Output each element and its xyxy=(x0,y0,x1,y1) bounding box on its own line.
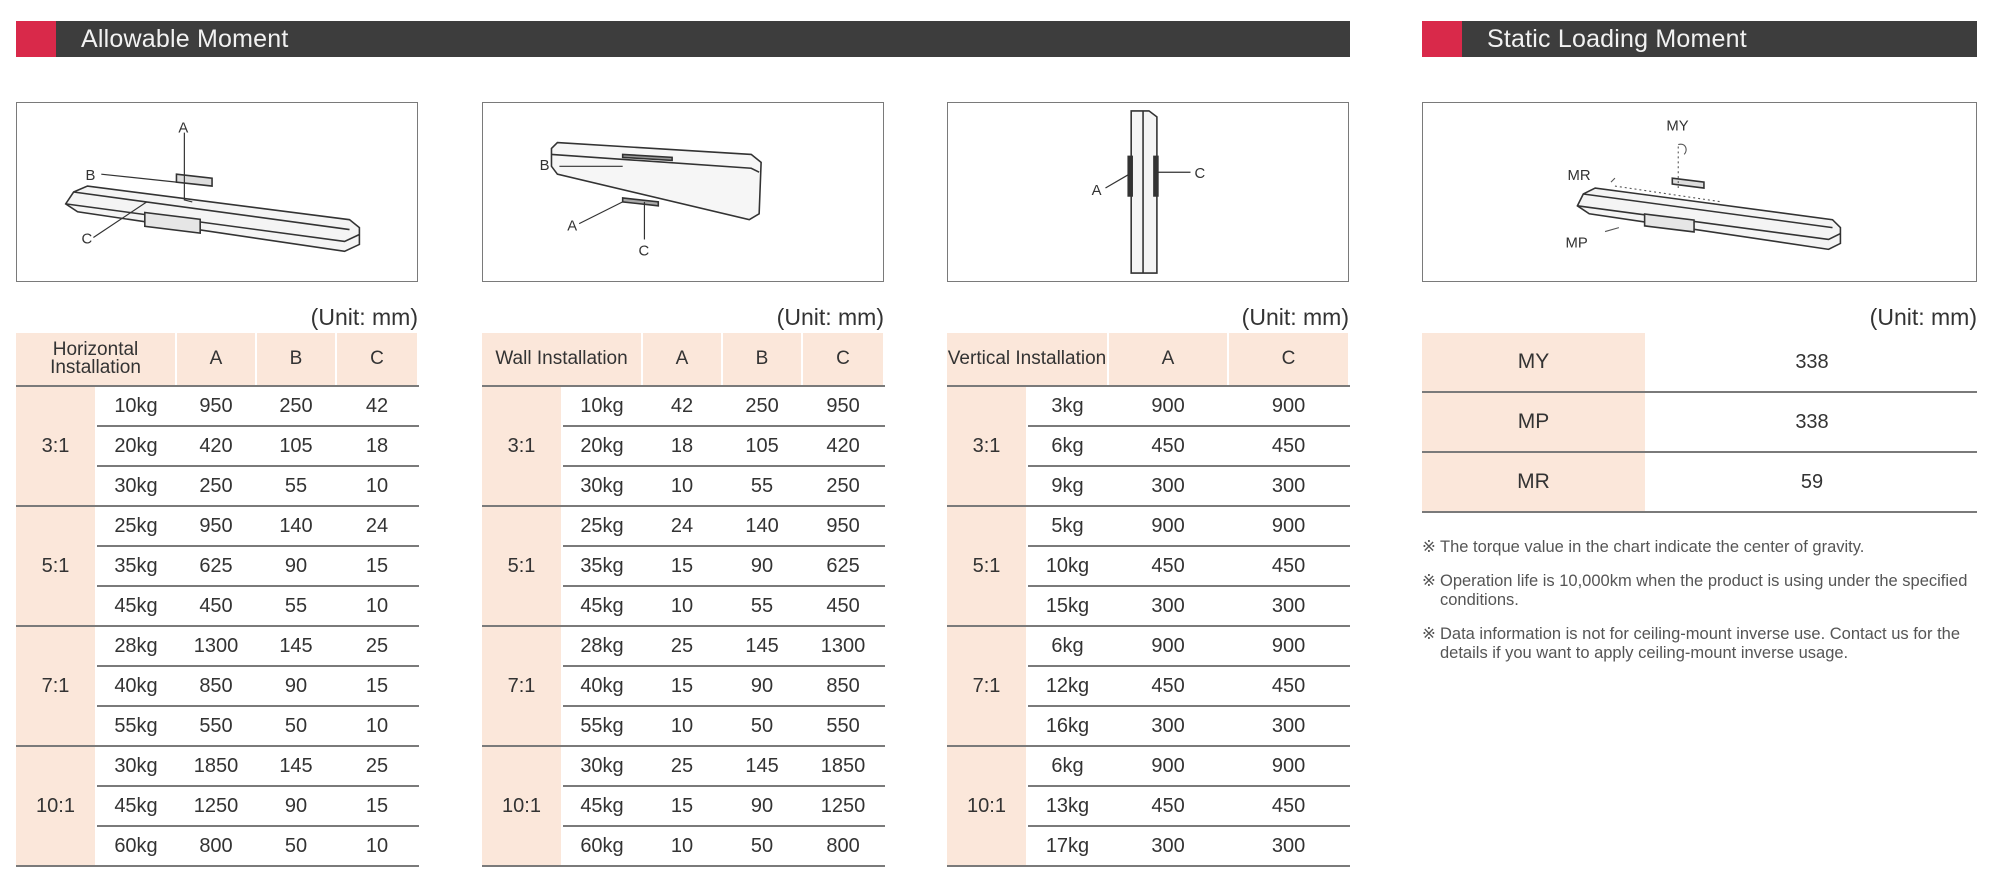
table-row xyxy=(16,746,418,786)
moment-cell: 800 xyxy=(802,826,884,866)
horizontal-installation-diagram xyxy=(16,102,418,282)
header-accent xyxy=(16,21,56,57)
column-header-b: B xyxy=(256,333,336,386)
load-cell: 16kg xyxy=(1027,706,1108,746)
vertical-unit-label: (Unit: mm) xyxy=(1241,304,1349,330)
label-mr: MR xyxy=(1567,168,1591,185)
moment-cell: 900 xyxy=(1228,386,1349,426)
moment-cell: 450 xyxy=(802,586,884,626)
table-row xyxy=(482,386,884,426)
moment-cell: 25 xyxy=(642,746,722,786)
moment-cell: 55 xyxy=(256,466,336,506)
moment-cell: 90 xyxy=(722,666,802,706)
moment-cell: 50 xyxy=(722,706,802,746)
moment-cell: 10 xyxy=(642,586,722,626)
load-cell: 45kg xyxy=(96,586,176,626)
ratio-cell: 5:1 xyxy=(947,506,1027,626)
moment-cell: 900 xyxy=(1108,506,1228,546)
table-row xyxy=(947,626,1349,666)
moment-cell: 300 xyxy=(1228,586,1349,626)
static-row-mp xyxy=(1422,392,1977,452)
moment-cell: 18 xyxy=(642,426,722,466)
load-cell: 28kg xyxy=(562,626,642,666)
load-cell: 30kg xyxy=(96,466,176,506)
moment-cell: 450 xyxy=(1108,546,1228,586)
moment-key: MY xyxy=(1422,333,1646,392)
moment-cell: 450 xyxy=(1228,666,1349,706)
moment-cell: 90 xyxy=(722,546,802,586)
moment-cell: 1300 xyxy=(802,626,884,666)
note-mark: ※ xyxy=(1422,572,1436,590)
table-row xyxy=(482,506,884,546)
moment-cell: 450 xyxy=(1108,786,1228,826)
load-cell: 15kg xyxy=(1027,586,1108,626)
moment-cell: 25 xyxy=(642,626,722,666)
vertical-installation-diagram xyxy=(947,102,1349,282)
load-cell: 45kg xyxy=(96,786,176,826)
moment-cell: 450 xyxy=(1108,426,1228,466)
moment-cell: 800 xyxy=(176,826,256,866)
load-cell: 20kg xyxy=(562,426,642,466)
column-header-b: B xyxy=(722,333,802,386)
horizontal-installation-table xyxy=(16,333,419,867)
moment-cell: 625 xyxy=(802,546,884,586)
load-cell: 6kg xyxy=(1027,626,1108,666)
table-row xyxy=(16,386,418,426)
label-c: C xyxy=(81,231,93,248)
load-cell: 30kg xyxy=(562,466,642,506)
allowable-moment-header xyxy=(16,21,1350,57)
moment-cell: 450 xyxy=(1228,546,1349,586)
label-mp: MP xyxy=(1565,235,1588,252)
moment-cell: 10 xyxy=(336,826,418,866)
moment-cell: 42 xyxy=(642,386,722,426)
moment-cell: 15 xyxy=(336,786,418,826)
moment-cell: 250 xyxy=(176,466,256,506)
table-header-row xyxy=(482,333,884,386)
moment-cell: 300 xyxy=(1228,466,1349,506)
vertical-installation-table xyxy=(947,333,1350,867)
ratio-cell: 10:1 xyxy=(947,746,1027,866)
moment-cell: 550 xyxy=(802,706,884,746)
note-text: The torque value in the chart indicate the center of gravity. xyxy=(1440,538,1865,556)
installation-header: Wall Installation xyxy=(482,333,642,386)
moment-cell: 900 xyxy=(1228,506,1349,546)
moment-cell: 15 xyxy=(336,666,418,706)
moment-cell: 300 xyxy=(1228,706,1349,746)
moment-cell: 55 xyxy=(722,466,802,506)
ratio-cell: 7:1 xyxy=(482,626,562,746)
moment-cell: 90 xyxy=(722,786,802,826)
moment-cell: 625 xyxy=(176,546,256,586)
load-cell: 3kg xyxy=(1027,386,1108,426)
moment-cell: 300 xyxy=(1108,466,1228,506)
load-cell: 30kg xyxy=(96,746,176,786)
static-unit-label: (Unit: mm) xyxy=(1869,304,1977,330)
note-mark: ※ xyxy=(1422,538,1436,556)
moment-cell: 140 xyxy=(722,506,802,546)
load-cell: 55kg xyxy=(562,706,642,746)
label-a: A xyxy=(1091,182,1102,199)
moment-cell: 450 xyxy=(1108,666,1228,706)
moment-cell: 10 xyxy=(336,586,418,626)
moment-value: 338 xyxy=(1646,392,1977,452)
moment-cell: 55 xyxy=(256,586,336,626)
load-cell: 13kg xyxy=(1027,786,1108,826)
moment-cell: 90 xyxy=(256,546,336,586)
moment-cell: 24 xyxy=(336,506,418,546)
moment-cell: 850 xyxy=(176,666,256,706)
table-row xyxy=(16,626,418,666)
note-item xyxy=(1422,625,1982,663)
column-header-a: A xyxy=(642,333,722,386)
table-row xyxy=(482,746,884,786)
moment-cell: 15 xyxy=(642,786,722,826)
table-row xyxy=(947,506,1349,546)
ratio-cell: 10:1 xyxy=(16,746,96,866)
note-text: Operation life is 10,000km when the product is using under the specified conditions. xyxy=(1440,572,1968,609)
table-row xyxy=(947,386,1349,426)
load-cell: 28kg xyxy=(96,626,176,666)
table-row xyxy=(947,746,1349,786)
load-cell: 10kg xyxy=(96,386,176,426)
moment-cell: 1850 xyxy=(802,746,884,786)
moment-cell: 300 xyxy=(1108,706,1228,746)
header-accent xyxy=(1422,21,1462,57)
moment-cell: 145 xyxy=(722,746,802,786)
static-row-my xyxy=(1422,333,1977,392)
moment-cell: 1300 xyxy=(176,626,256,666)
load-cell: 17kg xyxy=(1027,826,1108,866)
label-a: A xyxy=(567,218,578,235)
notes xyxy=(1422,538,1982,678)
moment-value: 338 xyxy=(1646,333,1977,392)
load-cell: 20kg xyxy=(96,426,176,466)
moment-cell: 105 xyxy=(722,426,802,466)
load-cell: 60kg xyxy=(96,826,176,866)
moment-cell: 300 xyxy=(1108,586,1228,626)
moment-cell: 10 xyxy=(336,466,418,506)
load-cell: 45kg xyxy=(562,786,642,826)
moment-cell: 300 xyxy=(1228,826,1349,866)
label-my: MY xyxy=(1666,118,1689,135)
ratio-cell: 3:1 xyxy=(947,386,1027,506)
column-header-a: A xyxy=(176,333,256,386)
moment-cell: 1250 xyxy=(176,786,256,826)
moment-cell: 250 xyxy=(722,386,802,426)
load-cell: 12kg xyxy=(1027,666,1108,706)
installation-header: Horizontal Installation xyxy=(16,333,176,386)
static-loading-moment-header xyxy=(1422,21,1977,57)
static-loading-moment-title: Static Loading Moment xyxy=(1487,24,1747,53)
moment-cell: 50 xyxy=(256,706,336,746)
moment-cell: 900 xyxy=(1228,626,1349,666)
moment-cell: 24 xyxy=(642,506,722,546)
installation-header: Vertical Installation xyxy=(947,333,1108,386)
label-b: B xyxy=(539,158,550,175)
moment-cell: 10 xyxy=(642,466,722,506)
load-cell: 6kg xyxy=(1027,746,1108,786)
static-loading-table xyxy=(1422,333,1977,513)
moment-cell: 145 xyxy=(722,626,802,666)
moment-cell: 25 xyxy=(336,746,418,786)
moment-cell: 950 xyxy=(802,506,884,546)
moment-cell: 950 xyxy=(176,506,256,546)
moment-cell: 10 xyxy=(336,706,418,746)
moment-cell: 250 xyxy=(802,466,884,506)
column-header-c: C xyxy=(802,333,884,386)
moment-cell: 50 xyxy=(722,826,802,866)
moment-cell: 420 xyxy=(176,426,256,466)
moment-cell: 15 xyxy=(336,546,418,586)
moment-cell: 900 xyxy=(1228,746,1349,786)
moment-cell: 420 xyxy=(802,426,884,466)
moment-cell: 55 xyxy=(722,586,802,626)
moment-cell: 90 xyxy=(256,666,336,706)
load-cell: 40kg xyxy=(96,666,176,706)
wall-installation-table xyxy=(482,333,885,867)
load-cell: 30kg xyxy=(562,746,642,786)
label-a: A xyxy=(178,120,189,137)
label-b: B xyxy=(85,168,96,185)
load-cell: 10kg xyxy=(562,386,642,426)
note-item xyxy=(1422,538,1982,557)
moment-cell: 15 xyxy=(642,546,722,586)
static-loading-diagram xyxy=(1422,102,1977,282)
static-row-mr xyxy=(1422,452,1977,512)
moment-cell: 15 xyxy=(642,666,722,706)
moment-cell: 1250 xyxy=(802,786,884,826)
ratio-cell: 5:1 xyxy=(482,506,562,626)
ratio-cell: 7:1 xyxy=(947,626,1027,746)
moment-cell: 450 xyxy=(1228,426,1349,466)
moment-key: MP xyxy=(1422,392,1646,452)
moment-cell: 450 xyxy=(1228,786,1349,826)
load-cell: 6kg xyxy=(1027,426,1108,466)
ratio-cell: 3:1 xyxy=(16,386,96,506)
moment-cell: 18 xyxy=(336,426,418,466)
ratio-cell: 3:1 xyxy=(482,386,562,506)
note-text: Data information is not for ceiling-mount inverse use. Contact us for the details if you want to apply ceiling-mount inverse usage. xyxy=(1440,625,1960,662)
table-header-row xyxy=(16,333,418,386)
load-cell: 55kg xyxy=(96,706,176,746)
load-cell: 45kg xyxy=(562,586,642,626)
moment-cell: 900 xyxy=(1108,386,1228,426)
allowable-moment-title: Allowable Moment xyxy=(81,24,289,53)
moment-cell: 145 xyxy=(256,746,336,786)
ratio-cell: 10:1 xyxy=(482,746,562,866)
load-cell: 25kg xyxy=(562,506,642,546)
moment-cell: 900 xyxy=(1108,746,1228,786)
horizontal-unit-label: (Unit: mm) xyxy=(310,304,418,330)
ratio-cell: 5:1 xyxy=(16,506,96,626)
table-header-row xyxy=(947,333,1349,386)
note-mark: ※ xyxy=(1422,625,1436,643)
moment-cell: 1850 xyxy=(176,746,256,786)
table-row xyxy=(482,626,884,666)
load-cell: 35kg xyxy=(562,546,642,586)
table-row xyxy=(16,506,418,546)
moment-cell: 550 xyxy=(176,706,256,746)
moment-cell: 10 xyxy=(642,826,722,866)
moment-key: MR xyxy=(1422,452,1646,512)
moment-cell: 450 xyxy=(176,586,256,626)
note-item xyxy=(1422,572,1982,610)
load-cell: 60kg xyxy=(562,826,642,866)
moment-cell: 140 xyxy=(256,506,336,546)
moment-cell: 950 xyxy=(802,386,884,426)
moment-cell: 900 xyxy=(1108,626,1228,666)
wall-installation-diagram xyxy=(482,102,884,282)
label-c: C xyxy=(638,243,650,260)
moment-cell: 145 xyxy=(256,626,336,666)
moment-cell: 90 xyxy=(256,786,336,826)
load-cell: 10kg xyxy=(1027,546,1108,586)
moment-cell: 950 xyxy=(176,386,256,426)
moment-cell: 250 xyxy=(256,386,336,426)
column-header-a: A xyxy=(1108,333,1228,386)
moment-value: 59 xyxy=(1646,452,1977,512)
moment-cell: 10 xyxy=(642,706,722,746)
load-cell: 40kg xyxy=(562,666,642,706)
moment-cell: 300 xyxy=(1108,826,1228,866)
moment-cell: 105 xyxy=(256,426,336,466)
moment-cell: 50 xyxy=(256,826,336,866)
load-cell: 35kg xyxy=(96,546,176,586)
label-c: C xyxy=(1194,166,1206,183)
wall-unit-label: (Unit: mm) xyxy=(776,304,884,330)
column-header-c: C xyxy=(1228,333,1349,386)
load-cell: 5kg xyxy=(1027,506,1108,546)
moment-cell: 42 xyxy=(336,386,418,426)
moment-cell: 850 xyxy=(802,666,884,706)
moment-cell: 25 xyxy=(336,626,418,666)
load-cell: 9kg xyxy=(1027,466,1108,506)
load-cell: 25kg xyxy=(96,506,176,546)
column-header-c: C xyxy=(336,333,418,386)
ratio-cell: 7:1 xyxy=(16,626,96,746)
